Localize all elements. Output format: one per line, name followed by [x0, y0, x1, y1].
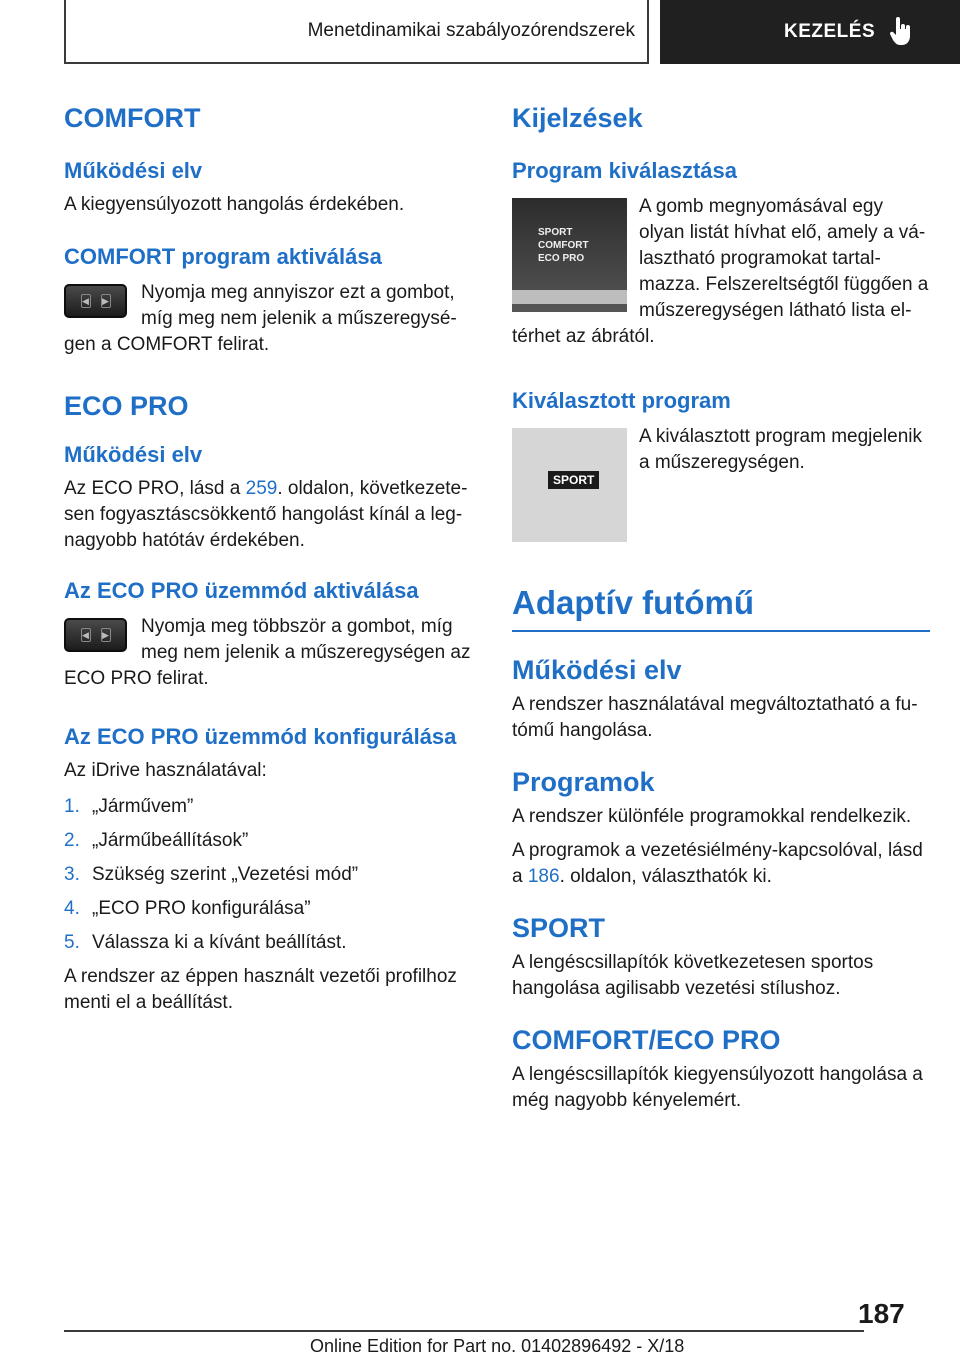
hand-pointer-icon [889, 17, 911, 47]
programs-heading: Programok [512, 767, 655, 797]
sport-heading: SPORT [512, 913, 606, 943]
adaptive-principle-heading: Működési elv [512, 655, 682, 685]
program-selected-heading: Kiválasztott program [512, 388, 731, 413]
list-item: 1. „Járművem” [64, 796, 194, 817]
displays-title: Kijelzések [512, 103, 643, 133]
page-link-259[interactable]: 259 [245, 478, 278, 499]
right-column [512, 100, 930, 1114]
program-select-heading: Program kiválasztása [512, 158, 738, 183]
footer-rule [64, 1330, 864, 1332]
header-section-title: Menetdinamikai szabályozórendszerek [307, 20, 635, 41]
comfort-eco-heading: COMFORT/ECO PRO [512, 1025, 781, 1055]
eco-pro-title: ECO PRO [64, 391, 189, 421]
program-selected-text: A kiválasztott program megjelenik a műszeregységen. [639, 426, 923, 473]
comfort-principle-text: A kiegyensúlyozott hangolás érdekében. [64, 194, 405, 215]
program-select-text: A gomb megnyomásával egy olyan listát hívhat elő, amely a vá-lasztható programokat tartal-mazza. Felszereltségtől függően a műszeregységen látható lista el-térhet az ábrától. [512, 196, 929, 347]
footer-edition: Online Edition for Part no. 01402896492 - X/18 [310, 1336, 685, 1356]
comfort-activate-heading: COMFORT program aktiválása [64, 244, 382, 269]
mode-button-icon: ◀ ▶ [64, 618, 127, 652]
header-chapter-title: KEZELÉS [784, 21, 876, 42]
list-item: 2. „Járműbeállítások” [64, 830, 249, 851]
display-program-list-image: SPORT COMFORT ECO PRO [512, 198, 627, 312]
list-item: 4. „ECO PRO konfigurálása” [64, 898, 311, 919]
programs-text-2: A programok a vezetésiélmény-kapcsolóval, lásd a 186. oldalon, választhatók ki. [512, 840, 923, 887]
eco-activate-heading: Az ECO PRO üzemmód aktiválása [64, 578, 419, 603]
sport-text: A lengéscsillapítók következetesen sportos hangolása agilisabb vezetési stílushoz. [512, 952, 874, 999]
eco-config-steps [64, 794, 476, 956]
comfort-activate-text: Nyomja meg annyiszor ezt a gombot, míg meg nem jelenik a műszeregysé-gen a COMFORT felirat. [64, 282, 457, 355]
comfort-principle-heading: Működési elv [64, 158, 203, 183]
comfort-title: COMFORT [64, 103, 201, 133]
header-section-box [64, 0, 649, 64]
programs-text-1: A rendszer különféle programokkal rendelkezik. [512, 806, 912, 827]
header-chapter-box [660, 0, 960, 64]
eco-principle-heading: Működési elv [64, 442, 203, 467]
left-column [64, 100, 476, 1016]
eco-principle-text: Az ECO PRO, lásd a 259. oldalon, következete-sen fogyasztáscsökkentő hangolást kínál a leg-nagyobb hatótáv érdekében. [64, 478, 468, 551]
adaptive-chassis-title: Adaptív futómű [512, 582, 930, 632]
list-item: 3. Szükség szerint „Vezetési mód” [64, 864, 359, 885]
eco-config-heading: Az ECO PRO üzemmód konfigurálása [64, 724, 457, 749]
eco-activate-text: Nyomja meg többször a gombot, míg meg nem jelenik a műszeregységen az ECO PRO felirat. [64, 616, 471, 689]
eco-config-intro: Az iDrive használatával: [64, 760, 267, 781]
eco-config-outro: A rendszer az éppen használt vezetői profilhoz menti el a beállítást. [64, 966, 457, 1013]
page-number: 187 [858, 1298, 905, 1329]
display-selected-program-image: SPORT [512, 428, 627, 542]
comfort-eco-text: A lengéscsillapítók kiegyensúlyozott hangolása a még nagyobb kényelemért. [512, 1064, 923, 1111]
list-item: 5. Válassza ki a kívánt beállítást. [64, 932, 347, 953]
adaptive-principle-text: A rendszer használatával megváltoztatható a fu-tómű hangolása. [512, 694, 918, 741]
mode-button-icon: ◀ ▶ [64, 284, 127, 318]
page-link-186[interactable]: 186 [527, 866, 560, 887]
